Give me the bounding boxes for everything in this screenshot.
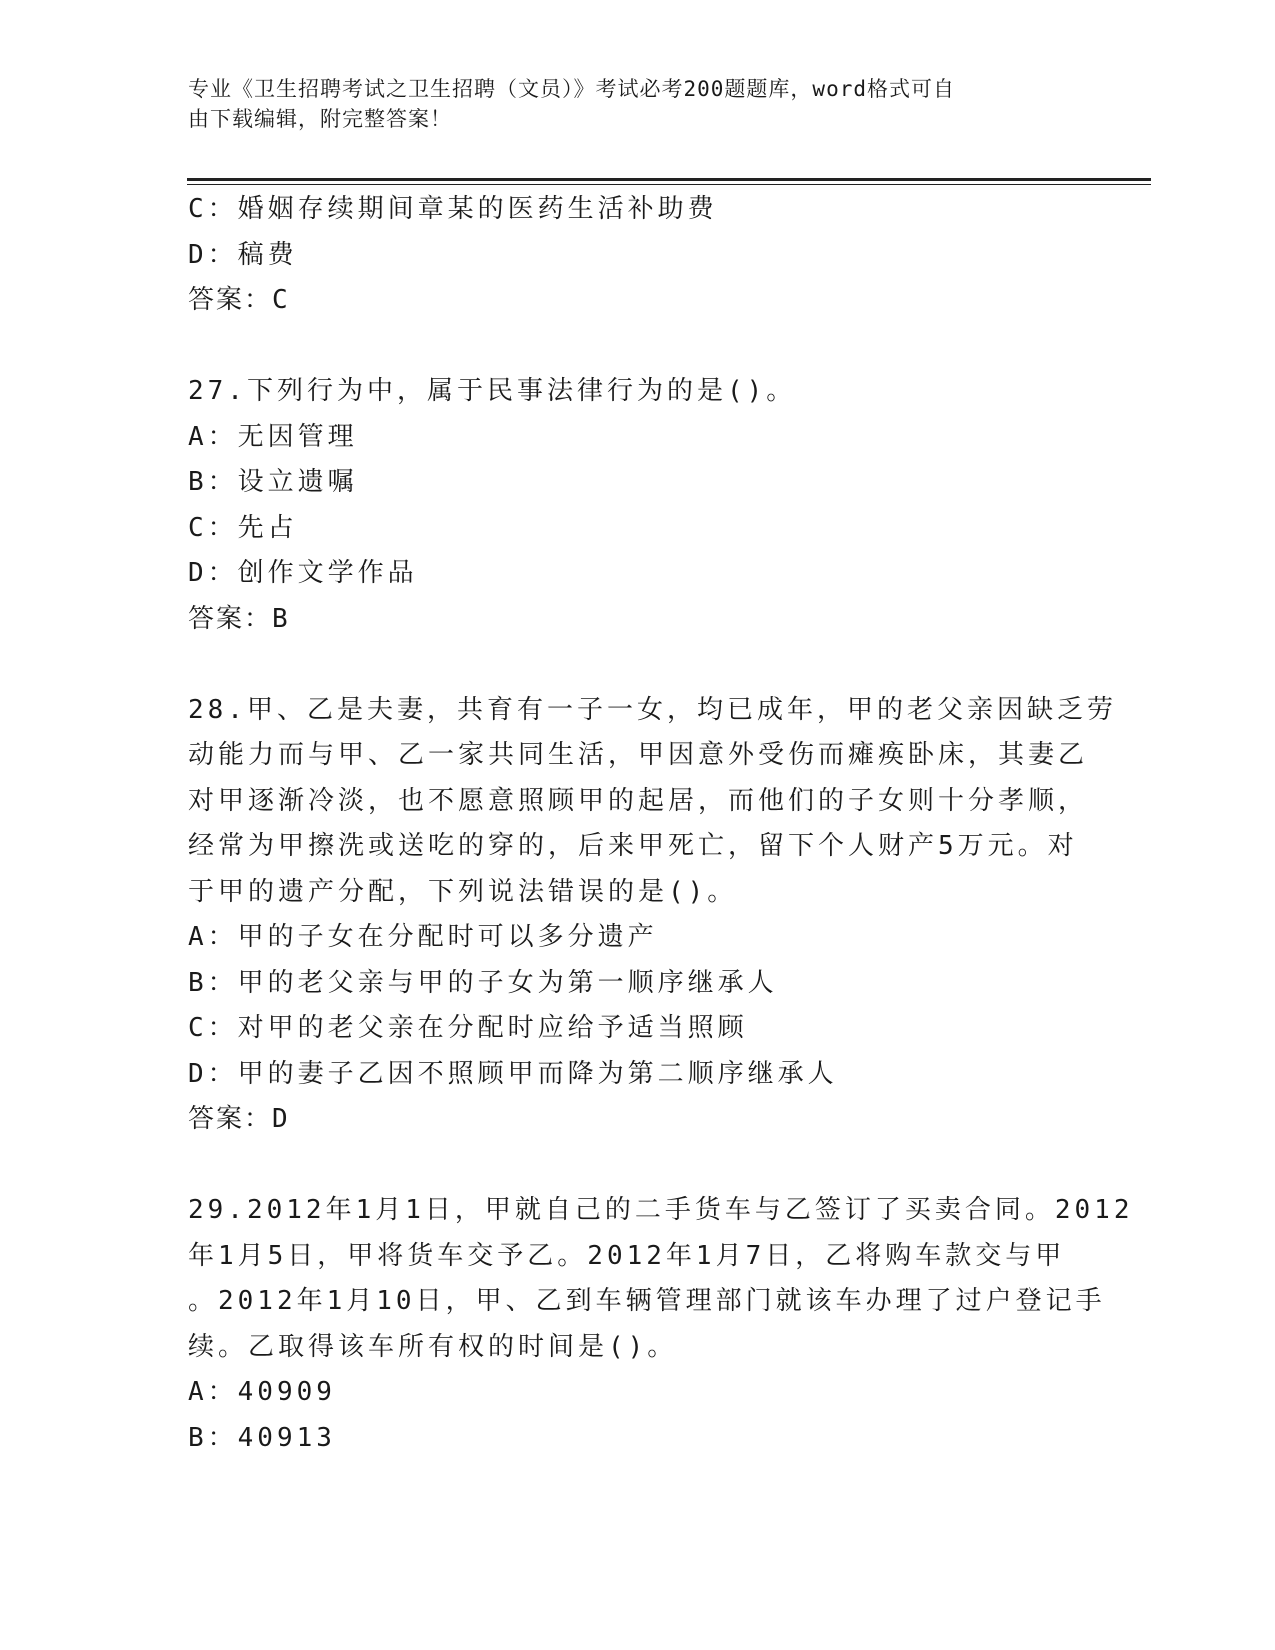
answer: 答案：C [188,285,290,315]
question-26-tail [188,187,1088,324]
option-a: A：甲的子女在分配时可以多分遗产 [188,922,658,952]
question-stem-line: 对甲逐渐冷淡，也不愿意照顾甲的起居，而他们的子女则十分孝顺， [188,785,1089,816]
header-divider-thin [187,184,1151,185]
question-stem-line: 续。乙取得该车所有权的时间是()。 [188,1331,678,1362]
option-d: D：稿费 [188,239,298,270]
option-b: B：甲的老父亲与甲的子女为第一顺序继承人 [188,967,778,998]
question-stem-line: 28.甲、乙是夫妻，共育有一子一女，均已成年，甲的老父亲因缺乏劳 [188,694,1117,725]
option-d: D：创作文学作品 [188,558,418,588]
option-c: C：对甲的老父亲在分配时应给予适当照顾 [188,1013,748,1043]
question-stem-line: 于甲的遗产分配，下列说法错误的是()。 [188,876,738,907]
option-c: C：先占 [188,512,298,543]
option-c: C：婚姻存续期间章某的医药生活补助费 [188,194,718,224]
question-29 [188,1188,1134,1461]
spacer [188,324,1088,370]
option-a: A：40909 [188,1377,336,1407]
question-27 [188,369,1088,642]
spacer [188,1143,1088,1189]
answer: 答案：D [188,1104,290,1134]
spacer [188,642,1088,688]
option-a: A：无因管理 [188,421,358,452]
document-body [188,187,1134,1461]
header-divider-thick [187,178,1151,181]
answer: 答案：B [188,603,290,634]
document-header [188,74,1088,134]
header-line-2: 由下载编辑，附完整答案！ [188,107,452,131]
question-stem: 27.下列行为中，属于民事法律行为的是()。 [188,376,797,406]
option-b: B：40913 [188,1422,336,1453]
option-b: B：设立遗嘱 [188,467,358,497]
question-stem-line: 。2012年1月10日，甲、乙到车辆管理部门就该车办理了过户登记手 [188,1286,1106,1316]
option-d: D：甲的妻子乙因不照顾甲而降为第二顺序继承人 [188,1058,838,1089]
header-line-1: 专业《卫生招聘考试之卫生招聘（文员）》考试必考200题题库，word格式可自 [188,77,955,101]
question-stem-line: 动能力而与甲、乙一家共同生活，甲因意外受伤而瘫痪卧床，其妻乙 [188,740,1089,770]
question-stem-line: 29.2012年1月1日，甲就自己的二手货车与乙签订了买卖合同。2012 [188,1195,1134,1225]
question-stem-line: 经常为甲擦洗或送吃的穿的，后来甲死亡，留下个人财产5万元。对 [188,831,1078,861]
question-28 [188,688,1117,1143]
question-stem-line: 年1月5日，甲将货车交予乙。2012年1月7日，乙将购车款交与甲 [188,1240,1066,1271]
